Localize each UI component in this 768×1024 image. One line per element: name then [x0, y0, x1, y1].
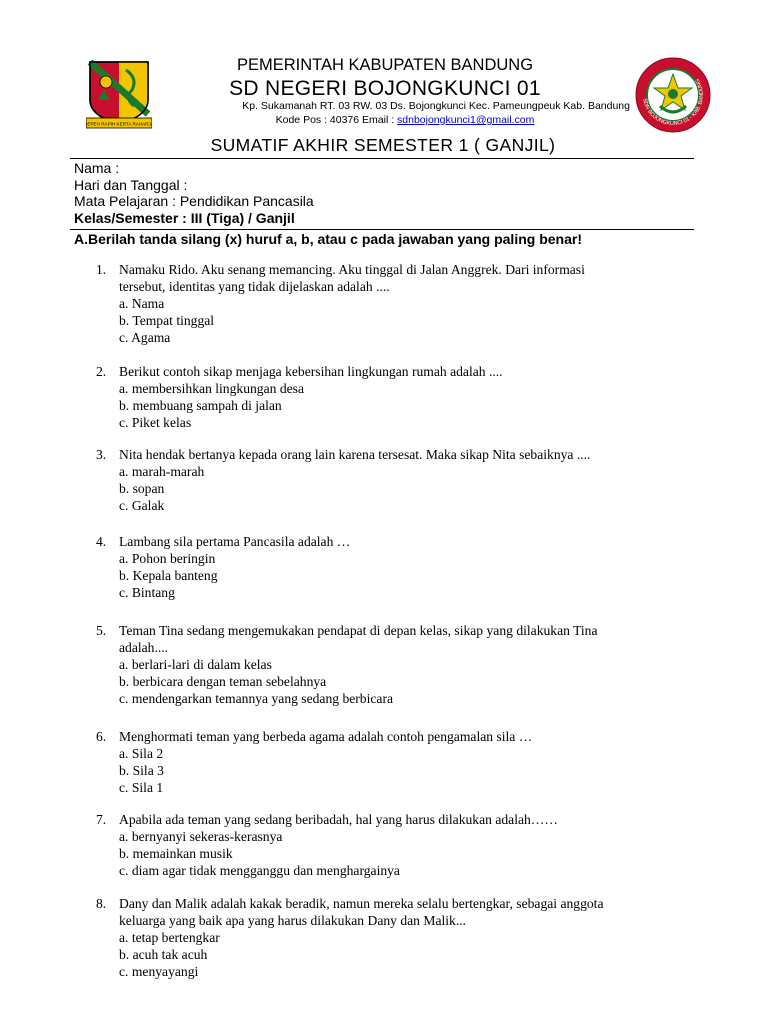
answer-option: b. sopan: [119, 481, 165, 496]
question-text: Berikut contoh sikap menjaga kebersihan lingkungan rumah adalah ....: [119, 364, 503, 379]
divider-bottom: [70, 229, 694, 230]
answer-option: c. Galak: [119, 498, 165, 513]
question-text: Dany dan Malik adalah kakak beradik, namun mereka selalu bertengkar, sebagai anggota: [119, 896, 604, 911]
exam-title: SUMATIF AKHIR SEMESTER 1 ( GANJIL): [210, 135, 556, 155]
answer-option: a. Pohon beringin: [119, 551, 216, 566]
answer-option: a. bernyanyi sekeras-kerasnya: [119, 829, 283, 844]
crest-icon: [86, 60, 152, 130]
answer-option: c. Piket kelas: [119, 415, 192, 430]
school-emblem-logo: [634, 56, 712, 134]
answer-option: c. Bintang: [119, 585, 175, 600]
logo-banner-text: REPEH RAPIH KERTA RAHARJA: [86, 121, 152, 127]
question-item: [96, 363, 696, 431]
answer-option: c. menyayangi: [119, 964, 199, 979]
question-number: 7.: [96, 812, 107, 827]
school-address: Kp. Sukamanah RT. 03 RW. 03 Ds. Bojongkunci Kec. Pameungpeuk Kab. Bandung: [242, 100, 630, 112]
section-instruction: A.Berilah tanda silang (x) huruf a, b, atau c pada jawaban yang paling benar!: [74, 231, 582, 247]
question-number: 8.: [96, 896, 107, 911]
school-contact: [180, 114, 590, 126]
question-text: keluarga yang baik apa yang harus dilakukan Dany dan Malik...: [119, 913, 467, 928]
answer-option: a. tetap bertengkar: [119, 930, 220, 945]
answer-option: b. membuang sampah di jalan: [119, 398, 282, 413]
question-item: [96, 895, 696, 980]
question-text: adalah....: [119, 640, 169, 655]
answer-option: a. membersihkan lingkungan desa: [119, 381, 304, 396]
answer-option: b. berbicara dengan teman sebelahnya: [119, 674, 327, 689]
question-number: 6.: [96, 729, 107, 744]
question-text: Teman Tina sedang mengemukakan pendapat di depan kelas, sikap yang dilakukan Tina: [119, 623, 598, 638]
question-number: 2.: [96, 364, 107, 379]
emblem-ring-text: SDN BOJONGKUNCI 01 - KAB. BANDUNG: [641, 77, 706, 128]
question-text: Menghormati teman yang berbeda agama adalah contoh pengamalan sila …: [119, 729, 533, 744]
answer-option: a. Sila 2: [119, 746, 164, 761]
field-hari-tanggal: Hari dan Tanggal :: [74, 177, 188, 193]
question-text: Lambang sila pertama Pancasila adalah …: [119, 534, 351, 549]
question-number: 4.: [96, 534, 107, 549]
question-number: 3.: [96, 447, 107, 462]
question-list: [96, 261, 696, 980]
email-link[interactable]: sdnbojongkunci1@gmail.com: [397, 114, 535, 126]
answer-option: b. Kepala banteng: [119, 568, 218, 583]
question-item: [96, 533, 696, 601]
field-nama: Nama :: [74, 160, 120, 176]
answer-option: a. Nama: [119, 296, 165, 311]
answer-option: c. diam agar tidak mengganggu dan menghargainya: [119, 863, 400, 878]
divider-top: [70, 158, 694, 159]
answer-option: b. Sila 3: [119, 763, 164, 778]
kabupaten-bandung-logo: [86, 60, 152, 130]
answer-option: a. berlari-lari di dalam kelas: [119, 657, 272, 672]
question-text: Apabila ada teman yang sedang beribadah, hal yang harus dilakukan adalah……: [119, 812, 558, 827]
question-item: [96, 728, 696, 796]
answer-option: b. Tempat tinggal: [119, 313, 215, 328]
question-item: [96, 622, 696, 707]
answer-option: c. Agama: [119, 330, 171, 345]
question-text: Namaku Rido. Aku senang memancing. Aku tinggal di Jalan Anggrek. Dari informasi: [119, 262, 585, 277]
field-kelas-semester: Kelas/Semester : III (Tiga) / Ganjil: [74, 210, 295, 226]
answer-option: c. Sila 1: [119, 780, 164, 795]
contact-prefix: Kode Pos : 40376 Email :: [275, 114, 398, 126]
field-mata-pelajaran: Mata Pelajaran : Pendidikan Pancasila: [74, 193, 314, 209]
question-item: [96, 446, 696, 514]
question-item: [96, 261, 696, 346]
question-number: 5.: [96, 623, 107, 638]
school-name: SD NEGERI BOJONGKUNCI 01: [229, 77, 541, 100]
question-number: 1.: [96, 262, 107, 277]
answer-option: c. mendengarkan temannya yang sedang berbicara: [119, 691, 394, 706]
government-name: PEMERINTAH KABUPATEN BANDUNG: [236, 56, 534, 74]
question-item: [96, 811, 696, 879]
answer-option: b. memainkan musik: [119, 846, 233, 861]
question-text: Nita hendak bertanya kepada orang lain karena tersesat. Maka sikap Nita sebaiknya ....: [119, 447, 591, 462]
question-text: tersebut, identitas yang tidak dijelaskan adalah ....: [119, 279, 390, 294]
answer-option: a. marah-marah: [119, 464, 205, 479]
answer-option: b. acuh tak acuh: [119, 947, 208, 962]
emblem-icon: [634, 56, 712, 134]
